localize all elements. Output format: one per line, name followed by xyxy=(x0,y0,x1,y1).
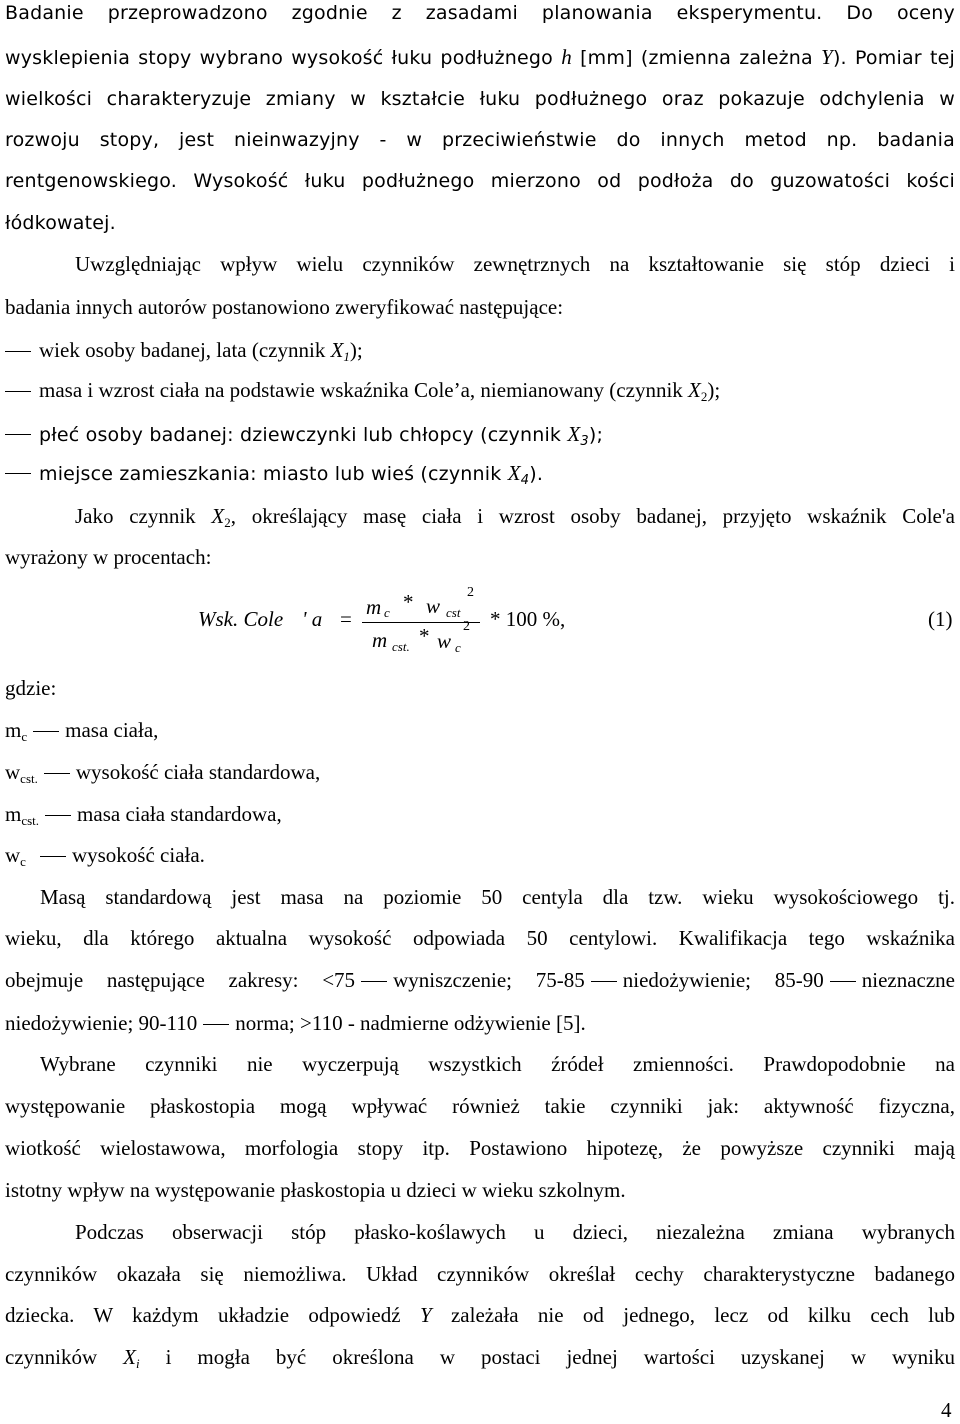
text-segment: nieznaczne xyxy=(861,968,955,992)
equation-number: (1) xyxy=(928,607,953,631)
text-segment: zależała nie od jednego, lecz od kilku cech lub xyxy=(450,1303,956,1327)
factor-text: miejsce zamieszkania: miasto lub wieś (czynnik xyxy=(39,463,508,485)
numerator-sup: 2 xyxy=(467,585,474,600)
dash-bullet xyxy=(5,391,31,392)
denominator-w-sub: c xyxy=(455,640,461,655)
text-segment: i mogła być określona w postaci jednej wartości uzyskanej w wyniku xyxy=(165,1345,956,1369)
dash xyxy=(44,773,70,774)
factor-sub: 2 xyxy=(700,389,708,404)
text-segment: obejmuje następujące zakresy: <75 xyxy=(5,968,356,992)
dash xyxy=(203,1024,229,1025)
numerator-m: m xyxy=(366,595,382,619)
factor-var: X xyxy=(507,461,521,485)
paragraph-6-line-3 xyxy=(5,1305,955,1326)
factor-text: masa i wzrost ciała na podstawie wskaźnika Cole’a, niemianowany (czynnik xyxy=(39,378,689,402)
denominator-sup: 2 xyxy=(463,619,470,634)
dash xyxy=(591,981,617,982)
where-sub: c xyxy=(20,854,26,869)
factor-end: ); xyxy=(349,338,363,362)
paragraph-2-line-1: Uwzględniając wpływ wielu czynników zewnętrznych na kształtowanie się stóp dzieci i xyxy=(75,252,955,276)
subscript: 2 xyxy=(224,515,231,530)
paragraph-1-line-2 xyxy=(5,47,955,68)
text-segment: czynników xyxy=(5,1345,98,1369)
factor-sub: 1 xyxy=(343,349,350,364)
numerator-m-sub: c xyxy=(384,605,390,620)
paragraph-4-line-2: wieku, dla którego aktualna wysokość odpowiada 50 centylowi. Kwalifikacja tego wskaźnika xyxy=(5,926,955,950)
paragraph-1-line-5: rentgenowskiego. Wysokość łuku podłużnego mierzono od podłoża do guzowatości kości xyxy=(5,170,955,192)
text-segment: ). Pomiar tej xyxy=(832,47,955,69)
paragraph-3-line-2: wyrażony w procentach: xyxy=(5,545,212,569)
formula-lhs: Wsk. Cole xyxy=(198,607,284,631)
factor-end: ); xyxy=(707,378,721,402)
where-label: gdzie: xyxy=(5,676,57,700)
paragraph-5-line-2: występowanie płaskostopia mogą wpływać również takie czynniki jak: aktywność fizyczna, xyxy=(5,1094,955,1118)
factor-end: ). xyxy=(529,463,544,485)
dash xyxy=(33,731,59,732)
where-sub: c xyxy=(21,729,28,744)
variable-h: h xyxy=(561,45,572,69)
variable-y: Y xyxy=(821,45,833,69)
dash-bullet xyxy=(5,434,31,435)
factor-var: X xyxy=(688,378,701,402)
factor-end: ); xyxy=(588,424,604,446)
where-item-4 xyxy=(5,843,205,869)
paragraph-6-line-1: Podczas obserwacji stóp płasko-koślawych u dzieci, niezależna zmiana wybranych xyxy=(75,1220,955,1244)
denominator-star: * xyxy=(419,624,430,648)
paragraph-5-line-1: Wybrane czynniki nie wyczerpują wszystkich źródeł zmienności. Prawdopodobnie na xyxy=(40,1052,955,1076)
factor-var: X xyxy=(567,422,581,446)
formula-apos-a: ' a xyxy=(302,607,323,631)
factor-item-2 xyxy=(5,378,721,404)
where-desc: masa ciała standardowa, xyxy=(77,802,282,826)
text-segment: norma; >110 - nadmierne odżywienie [5]. xyxy=(235,1011,586,1035)
text-segment: niedożywienie; 85-90 xyxy=(622,968,824,992)
paragraph-3-line-1 xyxy=(75,504,955,530)
paragraph-4-line-4 xyxy=(5,1013,586,1034)
dash xyxy=(45,815,71,816)
where-symbol: m xyxy=(5,718,22,742)
dash-bullet xyxy=(5,473,31,474)
paragraph-5-line-4: istotny wpływ na występowanie płaskostopia u dzieci w wieku szkolnym. xyxy=(5,1178,626,1202)
subscript: i xyxy=(135,1356,140,1371)
dash xyxy=(361,981,387,982)
text-segment: Jako czynnik xyxy=(75,504,196,528)
factor-item-3 xyxy=(5,422,604,449)
dash-bullet xyxy=(5,351,31,352)
numerator-w-sub: cst xyxy=(446,605,461,620)
formula-multiplier: * 100 %, xyxy=(490,607,566,631)
where-desc: wysokość ciała standardowa, xyxy=(75,760,321,784)
variable-x: X xyxy=(211,504,225,528)
paragraph-1-line-3: wielkości charakteryzuje zmiany w kształcie łuku podłużnego oraz pokazuje odchylenia w xyxy=(5,88,955,110)
factor-text: płeć osoby badanej: dziewczynki lub chłopcy (czynnik xyxy=(39,424,568,446)
where-desc: wysokość ciała. xyxy=(71,843,205,867)
factor-item-4 xyxy=(5,461,544,488)
where-item-2 xyxy=(5,760,321,786)
factor-text: wiek osoby badanej, lata (czynnik xyxy=(39,338,331,362)
text-segment: wyniszczenie; 75-85 xyxy=(393,968,585,992)
paragraph-5-line-3: wiotkość wielostawowa, morfologia stopy itp. Postawiono hipotezę, że powyższe czynniki mają xyxy=(5,1136,955,1160)
factor-sub: 3 xyxy=(580,434,589,449)
factor-var: X xyxy=(330,338,344,362)
paragraph-4-line-3 xyxy=(5,970,955,991)
paragraph-1-line-1: Badanie przeprowadzono zgodnie z zasadami planowania eksperymentu. Do oceny xyxy=(5,2,955,24)
where-symbol: w xyxy=(5,843,21,867)
paragraph-2-line-2: badania innych autorów postanowiono zweryfikować następujące: xyxy=(5,295,564,319)
page-number: 4 xyxy=(941,1398,952,1422)
factor-item-1 xyxy=(5,338,363,364)
numerator-star: * xyxy=(403,590,414,614)
paragraph-4-line-1: Masą standardową jest masa na poziomie 50 centyla dla tzw. wieku wysokościowego tj. xyxy=(40,885,955,909)
variable-x: X xyxy=(123,1345,136,1369)
where-sub: cst. xyxy=(21,813,40,828)
where-symbol: m xyxy=(5,802,22,826)
dash xyxy=(40,856,66,857)
text-segment: dziecka. W każdym układzie odpowiedź xyxy=(5,1303,401,1327)
where-sub: cst. xyxy=(20,771,38,786)
text-segment: niedożywienie; 90-110 xyxy=(5,1011,198,1035)
formula-equals: = xyxy=(340,607,352,631)
denominator-m-sub: cst. xyxy=(392,639,410,654)
where-symbol: w xyxy=(5,760,21,784)
where-item-1 xyxy=(5,718,159,744)
denominator-w: w xyxy=(437,629,452,653)
text-segment: , określający masę ciała i wzrost osoby badanej, przyjęto wskaźnik Cole'a xyxy=(230,504,955,528)
denominator-m: m xyxy=(372,628,388,652)
paragraph-6-line-4 xyxy=(5,1345,956,1371)
text-segment: wysklepienia stopy wybrano wysokość łuku podłużnego xyxy=(5,47,554,69)
where-item-3 xyxy=(5,802,282,828)
paragraph-6-line-2: czynników okazała się niemożliwa. Układ czynników określał cechy charakterystyczne badanego xyxy=(5,1262,955,1286)
paragraph-1-line-6: łódkowatej. xyxy=(5,212,116,234)
variable-y: Y xyxy=(419,1303,432,1327)
text-segment: [mm] (zmienna zależna xyxy=(580,47,813,69)
factor-sub: 4 xyxy=(520,473,530,488)
numerator-w: w xyxy=(426,594,441,618)
paragraph-1-line-4: rozwoju stopy, jest nieinwazyjny - w przeciwieństwie do innych metod np. badania xyxy=(5,129,955,151)
where-desc: masa ciała, xyxy=(65,718,159,742)
dash xyxy=(830,981,856,982)
